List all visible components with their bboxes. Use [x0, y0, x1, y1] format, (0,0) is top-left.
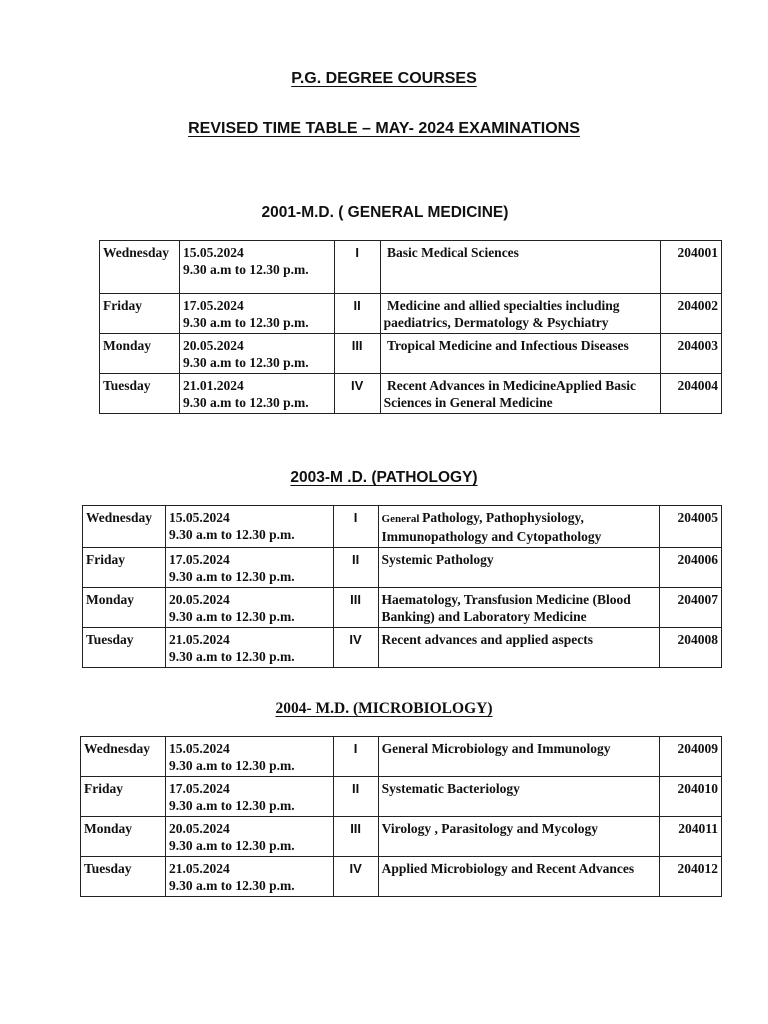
time: 9.30 a.m to 12.30 p.m.	[182, 395, 309, 410]
subject-cell: Medicine and allied specialties including paediatrics, Dermatology & Psychiatry	[380, 294, 660, 334]
day-cell: Tuesday	[81, 857, 166, 897]
date-time-cell	[179, 294, 334, 334]
paper-code: 204004	[661, 374, 722, 414]
date-time-cell	[179, 241, 334, 294]
subject-cell	[378, 506, 659, 548]
date: 21.05.2024	[168, 861, 230, 876]
table-row	[83, 506, 722, 548]
table-row	[83, 548, 722, 588]
time: 9.30 a.m to 12.30 p.m.	[182, 355, 309, 370]
table-row	[100, 334, 722, 374]
date-time-cell	[165, 548, 333, 588]
subject-cell: Tropical Medicine and Infectious Diseases	[380, 334, 660, 374]
time: 9.30 a.m to 12.30 p.m.	[168, 838, 295, 853]
subject-cell: Applied Microbiology and Recent Advances	[378, 857, 659, 897]
day-cell: Monday	[83, 588, 166, 628]
date-time-cell	[179, 334, 334, 374]
paper-code: 204002	[661, 294, 722, 334]
day-cell: Friday	[81, 777, 166, 817]
day-cell: Tuesday	[83, 628, 166, 668]
paper-code: 204003	[661, 334, 722, 374]
paper-code: 204008	[660, 628, 722, 668]
date: 20.05.2024	[182, 338, 244, 353]
date-time-cell	[165, 777, 333, 817]
table-row	[81, 817, 722, 857]
paper-code: 204009	[660, 737, 722, 777]
table-row	[81, 737, 722, 777]
date: 21.05.2024	[168, 632, 230, 647]
date: 20.05.2024	[168, 821, 230, 836]
day-cell: Tuesday	[100, 374, 180, 414]
time: 9.30 a.m to 12.30 p.m.	[168, 758, 295, 773]
paper-number: II	[334, 294, 380, 334]
date: 21.01.2024	[182, 378, 244, 393]
date: 17.05.2024	[168, 781, 230, 796]
section-title-pathology: 2003-M .D. (PATHOLOGY)	[290, 469, 478, 486]
subject-cell: Systematic Bacteriology	[378, 777, 659, 817]
date-time-cell	[165, 588, 333, 628]
day-cell: Monday	[100, 334, 180, 374]
table-row	[83, 588, 722, 628]
paper-code: 204006	[660, 548, 722, 588]
paper-code: 204012	[660, 857, 722, 897]
timetable-general-medicine	[99, 240, 722, 414]
paper-code: 204007	[660, 588, 722, 628]
table-row	[83, 628, 722, 668]
time: 9.30 a.m to 12.30 p.m.	[168, 569, 295, 584]
subject-cell: Systemic Pathology	[378, 548, 659, 588]
date: 15.05.2024	[182, 245, 244, 260]
subject-cell: Virology , Parasitology and Mycology	[378, 817, 659, 857]
date: 20.05.2024	[168, 592, 230, 607]
day-cell: Wednesday	[100, 241, 180, 294]
time: 9.30 a.m to 12.30 p.m.	[168, 649, 295, 664]
paper-code: 204011	[660, 817, 722, 857]
paper-number: III	[334, 334, 380, 374]
subject-text: Pathology, Pathophysiology, Immunopathology and Cytopathology	[381, 510, 602, 544]
timetable-pathology	[82, 505, 722, 668]
date-time-cell	[165, 737, 333, 777]
subject-cell: Haematology, Transfusion Medicine (Blood Banking) and Laboratory Medicine	[378, 588, 659, 628]
date-time-cell	[165, 857, 333, 897]
subject-cell: General Microbiology and Immunology	[378, 737, 659, 777]
paper-number: III	[333, 817, 378, 857]
table-row	[100, 294, 722, 334]
day-cell: Monday	[81, 817, 166, 857]
timetable-microbiology	[80, 736, 722, 897]
time: 9.30 a.m to 12.30 p.m.	[182, 315, 309, 330]
section-title-microbiology: 2004- M.D. (MICROBIOLOGY)	[275, 700, 493, 717]
section-title-general-medicine: 2001-M.D. ( GENERAL MEDICINE)	[261, 204, 509, 221]
day-cell: Wednesday	[81, 737, 166, 777]
subject-cell: Basic Medical Sciences	[380, 241, 660, 294]
subject-prefix: General	[381, 513, 423, 525]
day-cell: Wednesday	[83, 506, 166, 548]
page-subtitle: REVISED TIME TABLE – MAY- 2024 EXAMINATIONS	[188, 120, 580, 137]
date-time-cell	[179, 374, 334, 414]
table-row	[81, 857, 722, 897]
date: 15.05.2024	[168, 510, 230, 525]
date: 15.05.2024	[168, 741, 230, 756]
time: 9.30 a.m to 12.30 p.m.	[168, 798, 295, 813]
paper-number: I	[334, 241, 380, 294]
paper-code: 204005	[660, 506, 722, 548]
table-row	[100, 241, 722, 294]
date: 17.05.2024	[168, 552, 230, 567]
paper-number: I	[333, 737, 378, 777]
paper-number: IV	[333, 628, 378, 668]
day-cell: Friday	[100, 294, 180, 334]
date: 17.05.2024	[182, 298, 244, 313]
table-row	[100, 374, 722, 414]
paper-code: 204010	[660, 777, 722, 817]
day-cell: Friday	[83, 548, 166, 588]
page-title: P.G. DEGREE COURSES	[291, 70, 477, 87]
paper-number: IV	[333, 857, 378, 897]
subject-cell: Recent Advances in MedicineApplied Basic Sciences in General Medicine	[380, 374, 660, 414]
paper-number: I	[333, 506, 378, 548]
date-time-cell	[165, 628, 333, 668]
paper-number: IV	[334, 374, 380, 414]
time: 9.30 a.m to 12.30 p.m.	[182, 262, 309, 277]
time: 9.30 a.m to 12.30 p.m.	[168, 609, 295, 624]
time: 9.30 a.m to 12.30 p.m.	[168, 527, 295, 542]
subject-cell: Recent advances and applied aspects	[378, 628, 659, 668]
paper-number: II	[333, 777, 378, 817]
table-row	[81, 777, 722, 817]
date-time-cell	[165, 817, 333, 857]
paper-number: II	[333, 548, 378, 588]
paper-number: III	[333, 588, 378, 628]
date-time-cell	[165, 506, 333, 548]
paper-code: 204001	[661, 241, 722, 294]
time: 9.30 a.m to 12.30 p.m.	[168, 878, 295, 893]
